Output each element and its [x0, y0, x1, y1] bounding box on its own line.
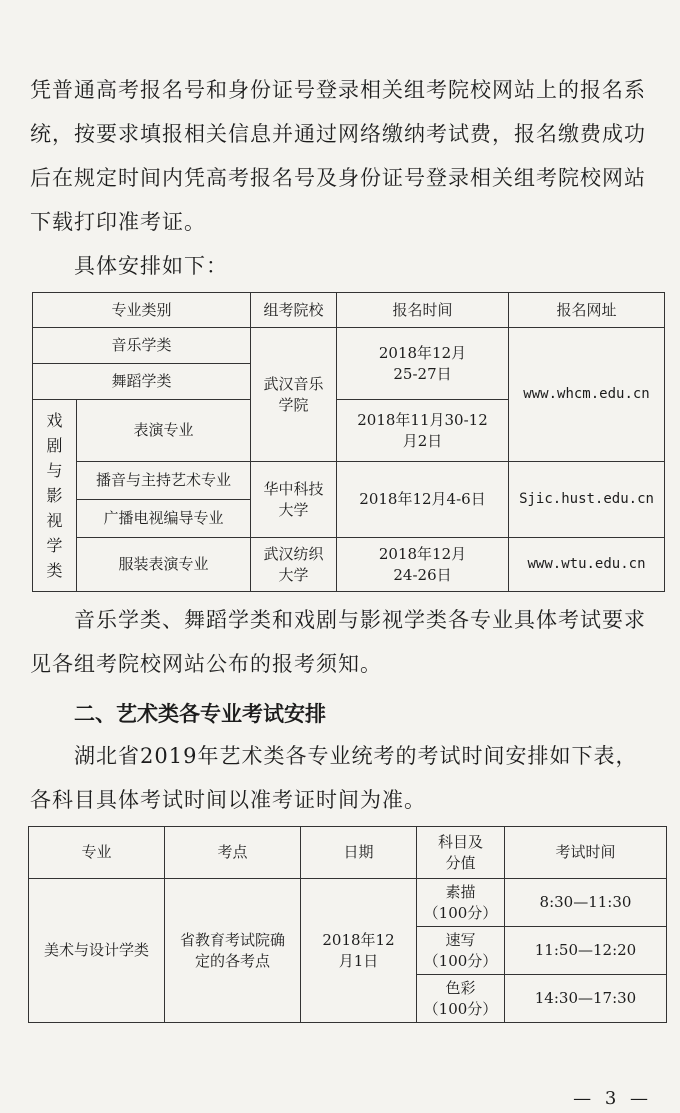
page-number: — 3 —	[573, 1088, 652, 1109]
time-acting-text: 2018年11月30-12月2日	[357, 410, 488, 450]
cell-date	[301, 879, 417, 1023]
subject-name: 速写	[445, 930, 476, 949]
section2-heading: 二、艺术类各专业考试安排	[74, 702, 326, 726]
section2-paragraph: 湖北省2019年艺术类各专业统考的考试时间安排如下表，各科目具体考试时间以准考证时间为准。	[30, 744, 638, 812]
header-major-category: 专业类别	[33, 293, 251, 328]
cell-url-whcm: www.whcm.edu.cn	[509, 328, 665, 462]
cell-music: 音乐学类	[33, 328, 251, 364]
subject-score: （100分）	[423, 903, 498, 922]
header-major: 专业	[29, 827, 165, 879]
header-school: 组考院校	[251, 293, 337, 328]
site-text: 省教育考试院确定的各考点	[179, 930, 285, 970]
subject-name: 色彩	[445, 978, 476, 997]
arrangement-label: 具体安排如下：	[74, 254, 228, 278]
registration-table	[32, 292, 665, 592]
drama-group-text: 戏剧与影视学类	[46, 411, 63, 580]
cell-time-music-dance	[337, 328, 509, 400]
subject-name: 素描	[445, 882, 476, 901]
header-site: 考点	[165, 827, 301, 879]
subject-score-text: 科目及分值	[437, 832, 483, 872]
school-hust-text: 华中科技大学	[263, 479, 324, 519]
cell-site	[165, 879, 301, 1023]
cell-directing: 广播电视编导专业	[77, 500, 251, 538]
intro-paragraph: 凭普通高考报名号和身份证号登录相关组考院校网站上的报名系统，按要求填报相关信息并通过网络缴纳考试费，报名缴费成功后在规定时间内凭高考报名号及身份证号登录相关组考院校网站下载打印准考证。	[30, 78, 646, 234]
cell-time-color: 14:30—17:30	[505, 975, 667, 1023]
school-whcm-text: 武汉音乐学院	[263, 374, 324, 414]
header-reg-time: 报名时间	[337, 293, 509, 328]
cell-acting: 表演专业	[77, 400, 251, 462]
cell-time-wtu	[337, 538, 509, 592]
cell-subject-color	[417, 975, 505, 1023]
exam-schedule-table	[28, 826, 667, 1023]
cell-school-hust	[251, 462, 337, 538]
cell-time-hust: 2018年12月4-6日	[337, 462, 509, 538]
header-subject-score	[417, 827, 505, 879]
cell-drama-group	[33, 400, 77, 592]
time-wtu-text: 2018年12月24-26日	[378, 544, 467, 584]
cell-fashion: 服装表演专业	[77, 538, 251, 592]
cell-time-acting	[337, 400, 509, 462]
time-music-dance-text: 2018年12月25-27日	[378, 343, 467, 383]
cell-time-sketch: 8:30—11:30	[505, 879, 667, 927]
cell-school-whcm	[251, 328, 337, 462]
header-reg-url: 报名网址	[509, 293, 665, 328]
cell-school-wtu	[251, 538, 337, 592]
cell-subject-quick-sketch	[417, 927, 505, 975]
cell-url-wtu: www.wtu.edu.cn	[509, 538, 665, 592]
note-paragraph: 音乐学类、舞蹈学类和戏剧与影视学类各专业具体考试要求见各组考院校网站公布的报考须知。	[30, 608, 646, 676]
header-exam-time: 考试时间	[505, 827, 667, 879]
school-wtu-text: 武汉纺织大学	[263, 544, 324, 584]
cell-broadcast: 播音与主持艺术专业	[77, 462, 251, 500]
cell-url-hust: Sjic.hust.edu.cn	[509, 462, 665, 538]
cell-subject-sketch	[417, 879, 505, 927]
cell-major: 美术与设计学类	[29, 879, 165, 1023]
header-date: 日期	[301, 827, 417, 879]
subject-score: （100分）	[423, 951, 498, 970]
cell-time-quick-sketch: 11:50—12:20	[505, 927, 667, 975]
subject-score: （100分）	[423, 999, 498, 1018]
date-text: 2018年12月1日	[322, 930, 395, 970]
cell-dance: 舞蹈学类	[33, 364, 251, 400]
